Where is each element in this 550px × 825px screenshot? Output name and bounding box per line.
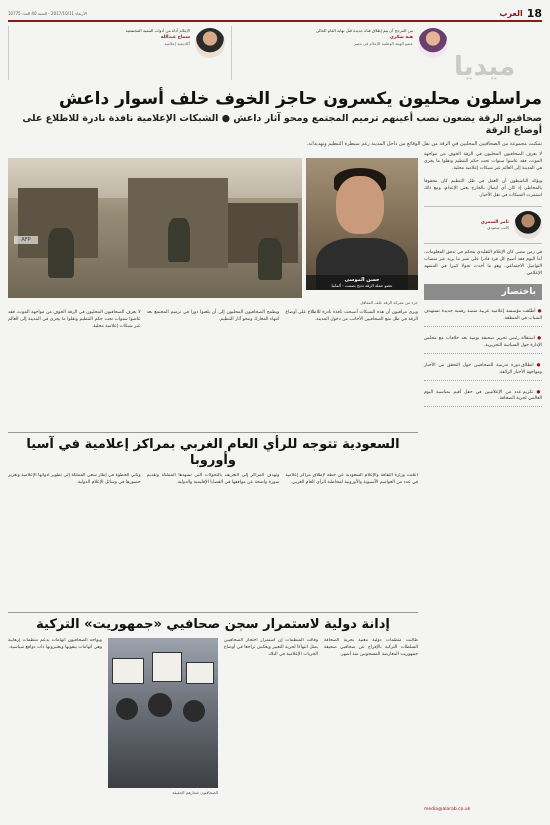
avatar bbox=[514, 211, 542, 239]
contact-email[interactable]: media@alarab.co.uk bbox=[424, 807, 471, 812]
page-number: 18 bbox=[526, 6, 542, 20]
story-saudi bbox=[8, 432, 418, 613]
author-quote-1 bbox=[231, 26, 454, 80]
author-quote-text: الإعلام أداة من أدوات التنمية المجتمعية bbox=[125, 28, 190, 33]
briefs-title: باختصار bbox=[424, 284, 542, 300]
portrait-name: حسن الموسى bbox=[344, 277, 380, 283]
section-header bbox=[8, 26, 542, 80]
story2-column: أعلنت وزارة الثقافة والإعلام السعودية عن خطة لإطلاق مراكز إعلامية في عدد من العواصم الآسيوية والأوروبية لمخاطبة الرأي العام الغربي. bbox=[285, 473, 418, 486]
author-name: سماح عبدالله bbox=[160, 34, 190, 40]
war-photo bbox=[8, 158, 302, 298]
page-body bbox=[8, 152, 542, 812]
main-story-columns bbox=[8, 310, 418, 331]
author-quote-2 bbox=[8, 26, 231, 80]
page-header bbox=[8, 6, 542, 22]
writer-name: ثامر الشمري bbox=[480, 219, 509, 225]
main-story-column: لا يعرف الصحافيون المحليون في الرقة الخوف من مواجهة الموت، فقد عاشوا سنوات تحت حكم التنظيم ونقلوا ما يجري في المدينة إلى العالم عبر شبكات إعلامية محلية. bbox=[424, 152, 542, 171]
paper-name: العرب bbox=[499, 8, 523, 18]
main-story-header bbox=[8, 90, 542, 149]
main-story-column: ويطمح الصحافيون المحليون إلى أن يلعبوا دورا في ترميم المجتمع بعد انتهاء المعارك ومحو آثار التنظيم. bbox=[146, 310, 280, 322]
author-role: أكاديمية إعلامية bbox=[164, 40, 190, 46]
section-title-text: ميديا bbox=[454, 52, 516, 82]
issue-meta: الأربعاء 2017/10/11 - السنة 40 العدد 10775 bbox=[8, 10, 87, 16]
story3-column: وقالت المنظمات إن استمرار احتجاز الصحافيين يمثل انتهاكا لحرية التعبير ويعكس تراجعا في أوضاع الحريات الإعلامية في البلاد. bbox=[224, 637, 318, 657]
story2-headline: السعودية تتوجه للرأي العام الغربي بمراكز إعلامية في آسيا وأوروبا bbox=[26, 437, 400, 468]
brief-item: ● تكريم عدد من الإعلاميين في حفل أقيم بمناسبة اليوم العالمي لحرية الصحافة. bbox=[424, 387, 542, 408]
protest-photo bbox=[108, 638, 218, 788]
main-intro: تمكنت مجموعة من الصحافيين المحليين في الرقة من نقل الوقائع من داخل المدينة رغم سيطرة التنظيم وتهديداته. bbox=[306, 141, 542, 148]
portrait-role: عضو حملة الرقة تذبح بصمت - ألمانيا bbox=[331, 283, 393, 288]
portrait-photo bbox=[306, 158, 418, 290]
writer-role: كاتب سعودي bbox=[487, 224, 509, 230]
main-story-column: ويرى مراقبون أن هذه الشبكات أصبحت نافذة نادرة للاطلاع على أوضاع الرقة في ظل منع الصحافيين الأجانب من دخول المدينة. bbox=[285, 310, 418, 322]
portrait-caption bbox=[306, 275, 418, 290]
protest-photo-caption: الصحافيون شعارهم الحقيقة bbox=[172, 789, 218, 795]
story2-column: وتهدف المراكز إلى التعريف بالتحولات التي تشهدها المملكة وتقديم صورة واضحة عن مواقفها في القضايا الإقليمية والدولية. bbox=[146, 473, 280, 486]
brief-item: ● أطلقت مؤسسة إعلامية عربية منصة رقمية جديدة تستهدف الشباب في المنطقة. bbox=[424, 306, 542, 327]
main-story-column: لا يعرف الصحافيون المحليون في الرقة الخوف من مواجهة الموت، فقد عاشوا سنوات تحت حكم التنظيم ونقلوا ما يجري في المدينة إلى العالم عبر شبكات إعلامية محلية. bbox=[7, 310, 141, 329]
photo-strip bbox=[8, 158, 418, 298]
avatar bbox=[418, 28, 448, 58]
brief-item: ● انطلاق دورة تدريبية للصحافيين حول التحقق من الأخبار ومواجهة الأخبار الزائفة. bbox=[424, 360, 542, 381]
main-story-column: ويؤكد الناشطون أن العمل في ظل التنظيم كان محفوفا بالمخاطر، إذ كان أي اتصال بالخارج يعني الإعدام، ومع ذلك استمرت الشبكات في نقل الأخبار. bbox=[424, 178, 542, 198]
sidebar bbox=[424, 152, 542, 812]
avatar bbox=[195, 28, 225, 58]
war-photo-caption: جزء من معركة الرقة خلف المعاقل bbox=[360, 300, 418, 305]
story2-column: وتأتي الخطوة في إطار سعي المملكة إلى تطوير أدواتها الإعلامية وتعزيز حضورها في وسائل الإعلام الدولية. bbox=[7, 473, 141, 486]
author-name: هبة شكري bbox=[389, 34, 413, 40]
story3-headline: إدانة دولية لاستمرار سجن صحافيي «جمهوريت» التركية bbox=[36, 617, 390, 632]
author-role: عضو الهيئة الوطنية للإعلام في مصر bbox=[353, 40, 413, 46]
brief-item: ● استقالة رئيس تحرير صحيفة يومية بعد خلافات مع مجلس الإدارة حول السياسة التحريرية. bbox=[424, 333, 542, 354]
story3-column: ويواجه الصحافيون اتهامات بدعم منظمات إرهابية وهي اتهامات ينفونها ويعتبرونها ذات دوافع سياسية. bbox=[8, 637, 102, 650]
story3-column: طالبت منظمات دولية معنية بحرية الصحافة السلطات التركية بالإفراج عن صحافيي صحيفة جمهوريت المعارضة المسجونين منذ أشهر. bbox=[324, 637, 418, 657]
main-subhead: صحافيو الرقة يضعون نصب أعينهم ترميم المجتمع ومحو آثار داعش ● الشبكات الإعلامية نافذة نادرة للاطلاع على أوضاع الرقة bbox=[22, 112, 542, 136]
writer-box bbox=[424, 206, 542, 244]
main-area bbox=[8, 152, 418, 812]
main-headline: مراسلون محليون يكسرون حاجز الخوف خلف أسوار داعش bbox=[58, 89, 542, 109]
opinion-column: في زمن مضى كان الإعلام التقليدي يتحكم في تدفق المعلومات، أما اليوم فقد أصبح كل فرد قادرا على نشر ما يريد عبر منصات التواصل الاجتماعي، وهو ما أحدث تحولا كبيرا في المشهد الإعلامي. bbox=[424, 249, 542, 276]
agency-logo: AFP bbox=[14, 236, 38, 244]
story-turkey bbox=[8, 612, 418, 818]
author-quote-text: من المرجح أن يتم إطلاق قناة جديدة قبل نهاية العام الحالي bbox=[315, 28, 413, 33]
paper-brand bbox=[499, 7, 542, 20]
section-title bbox=[454, 26, 542, 80]
